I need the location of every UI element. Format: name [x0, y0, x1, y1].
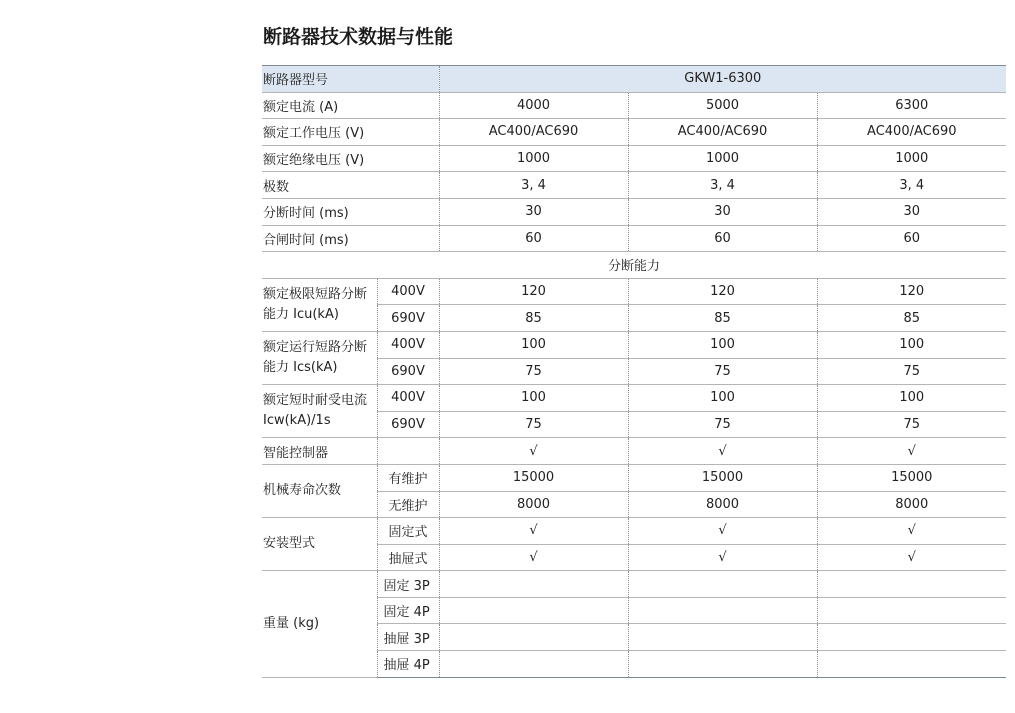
value-cell: 30 — [439, 198, 628, 225]
value-cell: 3, 4 — [817, 172, 1006, 199]
value-cell: 30 — [628, 198, 817, 225]
value-cell: 15000 — [817, 464, 1006, 491]
sub-label: 400V — [377, 331, 439, 358]
value-cell: 1000 — [628, 145, 817, 172]
value-cell: 8000 — [439, 491, 628, 518]
value-cell: 3, 4 — [628, 172, 817, 199]
controller-label: 智能控制器 — [262, 438, 377, 465]
value-cell: 75 — [817, 411, 1006, 438]
value-cell: 120 — [439, 278, 628, 305]
table-row — [262, 518, 1006, 545]
value-cell: 100 — [439, 385, 628, 412]
value-cell: 30 — [817, 198, 1006, 225]
sub-label: 抽屉式 — [377, 544, 439, 571]
value-cell — [439, 624, 628, 651]
table-header-row — [262, 66, 1006, 93]
breaking-label: 额定运行短路分断能力 Ics(kA) — [262, 331, 377, 384]
value-cell: AC400/AC690 — [817, 119, 1006, 146]
value-cell — [628, 651, 817, 678]
value-cell: √ — [817, 544, 1006, 571]
life-label: 机械寿命次数 — [262, 464, 377, 517]
sub-label: 690V — [377, 358, 439, 385]
table-row — [262, 464, 1006, 491]
value-cell: √ — [439, 438, 628, 465]
sub-label: 固定 4P — [377, 597, 439, 624]
value-cell: √ — [628, 438, 817, 465]
sub-label: 固定式 — [377, 518, 439, 545]
sub-label: 有维护 — [377, 464, 439, 491]
table-row — [262, 92, 1006, 119]
value-cell — [817, 571, 1006, 598]
value-cell: AC400/AC690 — [439, 119, 628, 146]
value-cell: 6300 — [817, 92, 1006, 119]
value-cell: √ — [439, 518, 628, 545]
value-cell: 120 — [628, 278, 817, 305]
value-cell — [439, 597, 628, 624]
sub-label: 抽屉 4P — [377, 651, 439, 678]
sub-label: 400V — [377, 385, 439, 412]
value-cell: √ — [628, 518, 817, 545]
value-cell: 100 — [817, 385, 1006, 412]
breaking-label: 额定短时耐受电流 Icw(kA)/1s — [262, 385, 377, 438]
table-row — [262, 385, 1006, 412]
sub-label: 无维护 — [377, 491, 439, 518]
model-value: GKW1-6300 — [439, 66, 1006, 93]
value-cell: 75 — [439, 358, 628, 385]
spec-table — [262, 65, 1006, 678]
sub-label: 690V — [377, 305, 439, 332]
value-cell — [439, 651, 628, 678]
section-title: 分断能力 — [262, 252, 1006, 279]
install-label: 安装型式 — [262, 518, 377, 571]
value-cell: 8000 — [817, 491, 1006, 518]
value-cell: 3, 4 — [439, 172, 628, 199]
value-cell: 100 — [817, 331, 1006, 358]
value-cell: √ — [628, 544, 817, 571]
value-cell: 120 — [817, 278, 1006, 305]
table-row — [262, 225, 1006, 252]
value-cell: 75 — [817, 358, 1006, 385]
row-label: 极数 — [262, 172, 439, 199]
value-cell: 15000 — [439, 464, 628, 491]
value-cell: 60 — [439, 225, 628, 252]
table-row — [262, 198, 1006, 225]
row-label: 额定电流 (A) — [262, 92, 439, 119]
value-cell: 100 — [439, 331, 628, 358]
row-label: 额定绝缘电压 (V) — [262, 145, 439, 172]
spec-table-body — [262, 66, 1006, 678]
value-cell: 85 — [628, 305, 817, 332]
sub-label: 固定 3P — [377, 571, 439, 598]
value-cell — [628, 597, 817, 624]
value-cell: 75 — [439, 411, 628, 438]
value-cell — [817, 597, 1006, 624]
row-label: 分断时间 (ms) — [262, 198, 439, 225]
value-cell: 5000 — [628, 92, 817, 119]
value-cell: 60 — [817, 225, 1006, 252]
sub-label: 抽屉 3P — [377, 624, 439, 651]
row-label: 合闸时间 (ms) — [262, 225, 439, 252]
value-cell: 8000 — [628, 491, 817, 518]
breaking-label: 额定极限短路分断能力 Icu(kA) — [262, 278, 377, 331]
section-row — [262, 252, 1006, 279]
value-cell: 75 — [628, 358, 817, 385]
table-row — [262, 438, 1006, 465]
value-cell — [628, 624, 817, 651]
sub-label: 690V — [377, 411, 439, 438]
model-label: 断路器型号 — [262, 66, 439, 93]
value-cell: √ — [817, 438, 1006, 465]
table-row — [262, 119, 1006, 146]
value-cell: 15000 — [628, 464, 817, 491]
table-row — [262, 571, 1006, 598]
value-cell: 85 — [817, 305, 1006, 332]
table-row — [262, 331, 1006, 358]
page-title: 断路器技术数据与性能 — [263, 26, 454, 48]
value-cell: √ — [439, 544, 628, 571]
value-cell: 60 — [628, 225, 817, 252]
sub-label: 400V — [377, 278, 439, 305]
table-row — [262, 278, 1006, 305]
value-cell — [817, 651, 1006, 678]
value-cell: 75 — [628, 411, 817, 438]
value-cell: 4000 — [439, 92, 628, 119]
value-cell — [439, 571, 628, 598]
value-cell: AC400/AC690 — [628, 119, 817, 146]
value-cell: 100 — [628, 385, 817, 412]
value-cell: 1000 — [817, 145, 1006, 172]
weight-label: 重量 (kg) — [262, 571, 377, 677]
table-row — [262, 145, 1006, 172]
value-cell: √ — [817, 518, 1006, 545]
value-cell — [628, 571, 817, 598]
value-cell: 1000 — [439, 145, 628, 172]
sub-label — [377, 438, 439, 465]
table-row — [262, 172, 1006, 199]
row-label: 额定工作电压 (V) — [262, 119, 439, 146]
value-cell: 85 — [439, 305, 628, 332]
value-cell: 100 — [628, 331, 817, 358]
value-cell — [817, 624, 1006, 651]
